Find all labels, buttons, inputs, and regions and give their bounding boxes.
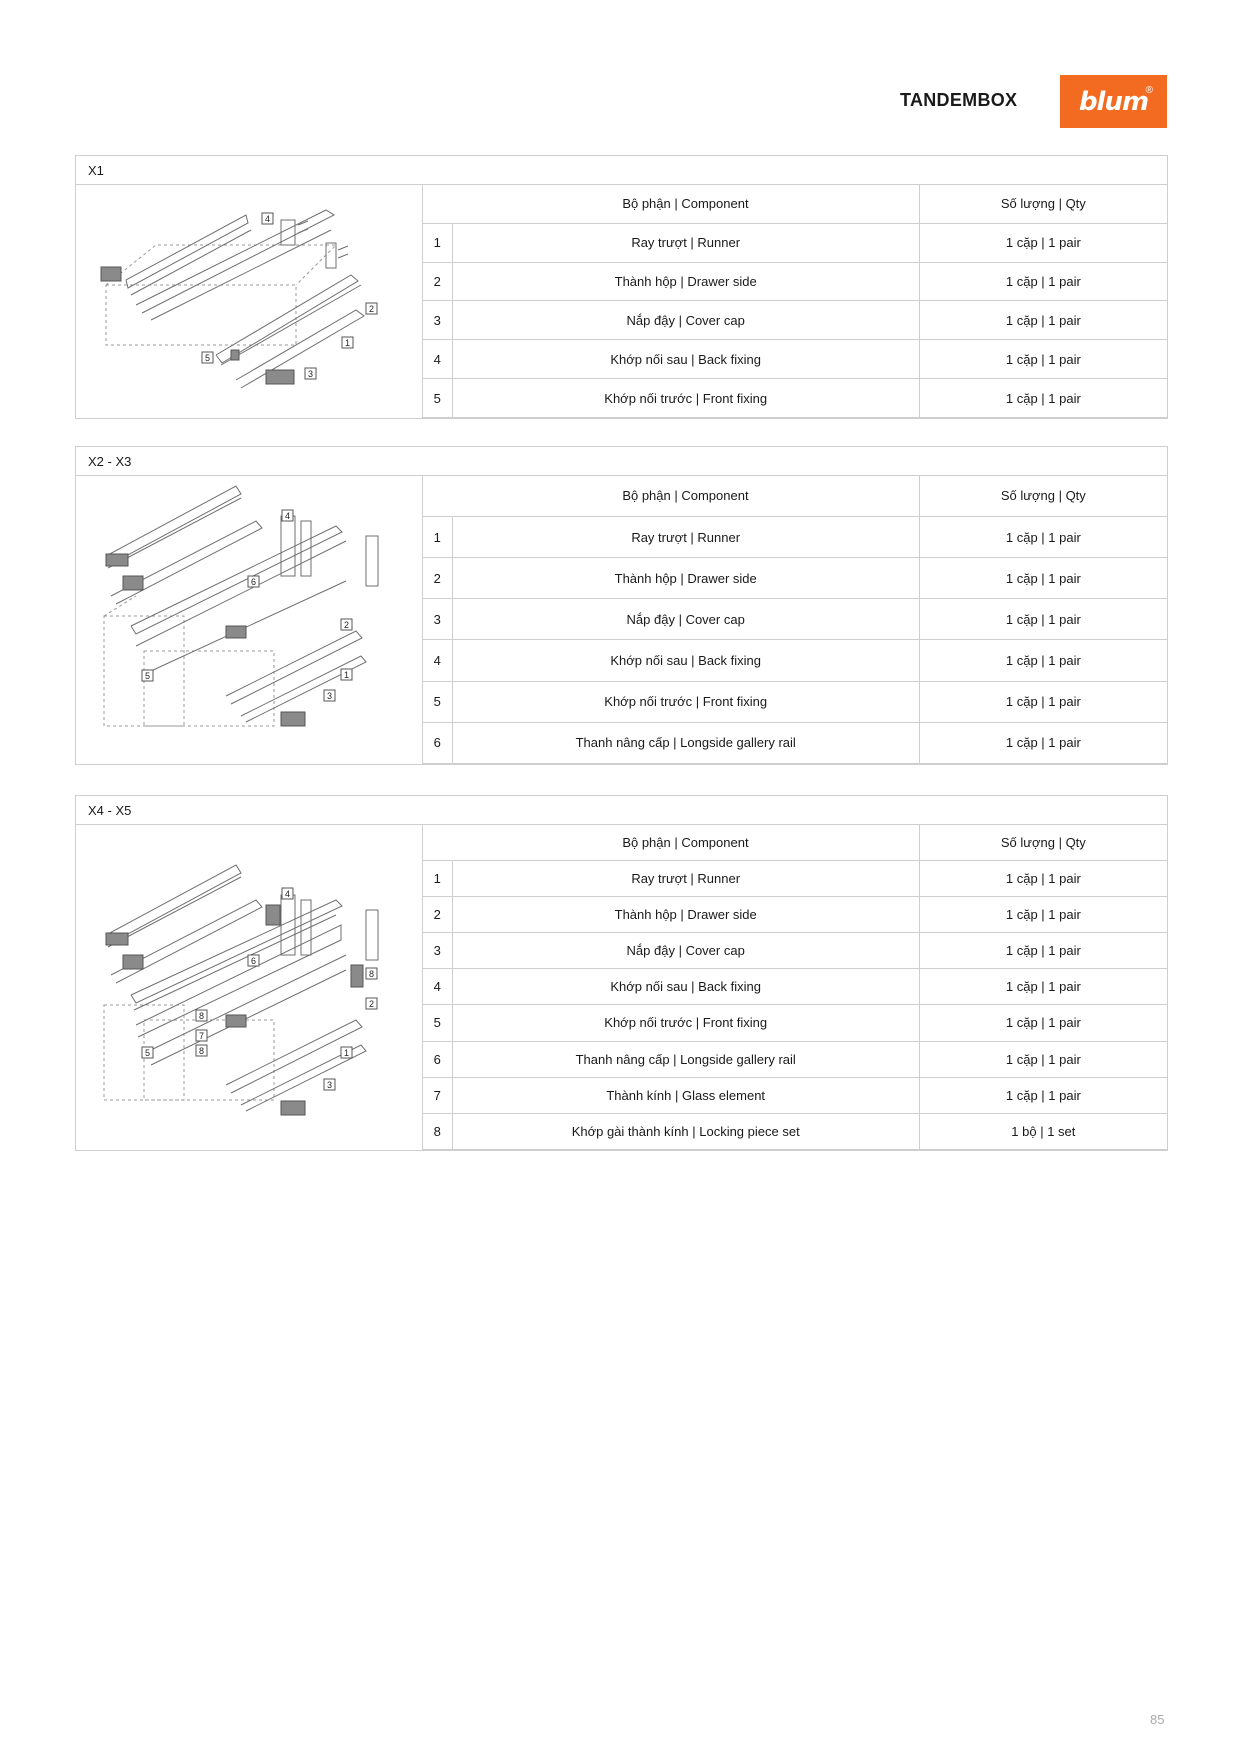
callout-label: 5 [205,353,211,363]
row-component: Thành hộp | Drawer side [452,558,919,599]
page-number: 85 [1150,1712,1165,1727]
row-number: 3 [423,933,453,969]
row-qty: 1 bộ | 1 set [919,1113,1167,1149]
callout-label: 7 [199,1031,205,1041]
row-component: Thành hộp | Drawer side [452,897,919,933]
column-header-component: Bộ phận | Component [452,825,919,861]
row-number: 3 [423,599,453,640]
component-table [423,825,1167,1150]
row-component: Thành hộp | Drawer side [452,262,919,301]
callout-label: 4 [285,511,291,521]
callout-label: 3 [327,691,333,701]
row-qty: 1 cặp | 1 pair [919,640,1167,681]
row-qty: 1 cặp | 1 pair [919,340,1167,379]
row-component: Ray trượt | Runner [452,516,919,557]
row-number: 1 [423,861,453,897]
callout-label: 3 [327,1080,333,1090]
row-qty: 1 cặp | 1 pair [919,897,1167,933]
row-number: 4 [423,969,453,1005]
table-row [423,1005,1167,1041]
table-header-row [423,476,1167,516]
row-number: 8 [423,1113,453,1149]
row-number: 3 [423,301,453,340]
row-number: 5 [423,681,453,722]
drawer-exploded-diagram [76,185,423,418]
row-number: 4 [423,640,453,681]
row-qty: 1 cặp | 1 pair [919,599,1167,640]
callout-label: 5 [145,1048,151,1058]
section-label: X4 - X5 [76,796,1167,825]
table-row [423,681,1167,722]
row-qty: 1 cặp | 1 pair [919,301,1167,340]
row-component: Ray trượt | Runner [452,861,919,897]
drawer-exploded-diagram [76,476,423,764]
row-number: 2 [423,558,453,599]
row-component: Khớp nối sau | Back fixing [452,640,919,681]
table-row [423,640,1167,681]
row-qty: 1 cặp | 1 pair [919,933,1167,969]
row-component: Nắp đậy | Cover cap [452,933,919,969]
row-number: 5 [423,1005,453,1041]
callout-label: 2 [344,620,350,630]
row-number: 5 [423,379,453,418]
row-component: Thanh nâng cấp | Longside gallery rail [452,722,919,763]
column-header-qty: Số lượng | Qty [919,476,1167,516]
table-row [423,722,1167,763]
row-component: Khớp nối trước | Front fixing [452,379,919,418]
row-qty: 1 cặp | 1 pair [919,1041,1167,1077]
row-component: Thành kính | Glass element [452,1077,919,1113]
component-table [423,185,1167,418]
row-component: Nắp đậy | Cover cap [452,599,919,640]
row-number: 2 [423,262,453,301]
callout-label: 6 [251,577,257,587]
callout-label: 8 [199,1046,205,1056]
row-component: Khớp nối trước | Front fixing [452,681,919,722]
row-component: Nắp đậy | Cover cap [452,301,919,340]
section-label: X2 - X3 [76,447,1167,476]
table-row [423,861,1167,897]
callout-label: 4 [265,214,271,224]
table-row [423,933,1167,969]
callout-label: 1 [344,670,350,680]
section-x2-x3 [75,446,1168,765]
row-qty: 1 cặp | 1 pair [919,516,1167,557]
column-header-qty: Số lượng | Qty [919,185,1167,223]
row-qty: 1 cặp | 1 pair [919,558,1167,599]
row-qty: 1 cặp | 1 pair [919,681,1167,722]
callout-label: 8 [369,969,375,979]
row-qty: 1 cặp | 1 pair [919,1077,1167,1113]
row-number: 4 [423,340,453,379]
table-row [423,897,1167,933]
table-row [423,1041,1167,1077]
callout-label: 5 [145,671,151,681]
row-number: 2 [423,897,453,933]
row-number: 6 [423,1041,453,1077]
row-qty: 1 cặp | 1 pair [919,1005,1167,1041]
callout-label: 3 [308,369,314,379]
row-number: 7 [423,1077,453,1113]
table-row [423,599,1167,640]
callout-label: 2 [369,304,375,314]
callout-label: 8 [199,1011,205,1021]
table-row [423,1077,1167,1113]
callout-label: 1 [345,338,351,348]
column-header-component: Bộ phận | Component [452,185,919,223]
row-component: Khớp gài thành kính | Locking piece set [452,1113,919,1149]
row-component: Thanh nâng cấp | Longside gallery rail [452,1041,919,1077]
row-qty: 1 cặp | 1 pair [919,262,1167,301]
section-x4-x5 [75,795,1168,1151]
row-qty: 1 cặp | 1 pair [919,379,1167,418]
row-component: Khớp nối sau | Back fixing [452,340,919,379]
table-row [423,379,1167,418]
logo-text: blum [1078,86,1149,117]
callout-label: 2 [369,999,375,1009]
section-label: X1 [76,156,1167,185]
drawer-exploded-diagram [76,825,423,1150]
page-title: TANDEMBOX [900,90,1018,110]
row-qty: 1 cặp | 1 pair [919,722,1167,763]
brand-logo [1060,75,1167,128]
table-row [423,558,1167,599]
row-number: 1 [423,223,453,262]
callout-label: 1 [344,1048,350,1058]
table-row [423,1113,1167,1149]
row-component: Khớp nối sau | Back fixing [452,969,919,1005]
row-component: Khớp nối trước | Front fixing [452,1005,919,1041]
table-row [423,969,1167,1005]
row-qty: 1 cặp | 1 pair [919,861,1167,897]
column-header-qty: Số lượng | Qty [919,825,1167,861]
table-row [423,301,1167,340]
table-row [423,516,1167,557]
callout-label: 4 [285,889,291,899]
table-row [423,223,1167,262]
row-qty: 1 cặp | 1 pair [919,969,1167,1005]
table-header-row [423,825,1167,861]
row-component: Ray trượt | Runner [452,223,919,262]
component-table [423,476,1167,764]
callout-label: 6 [251,956,257,966]
row-number: 6 [423,722,453,763]
section-x1 [75,155,1168,419]
table-row [423,262,1167,301]
column-header-component: Bộ phận | Component [452,476,919,516]
table-row [423,340,1167,379]
table-header-row [423,185,1167,223]
row-number: 1 [423,516,453,557]
logo-registered-mark: ® [1145,85,1153,96]
row-qty: 1 cặp | 1 pair [919,223,1167,262]
